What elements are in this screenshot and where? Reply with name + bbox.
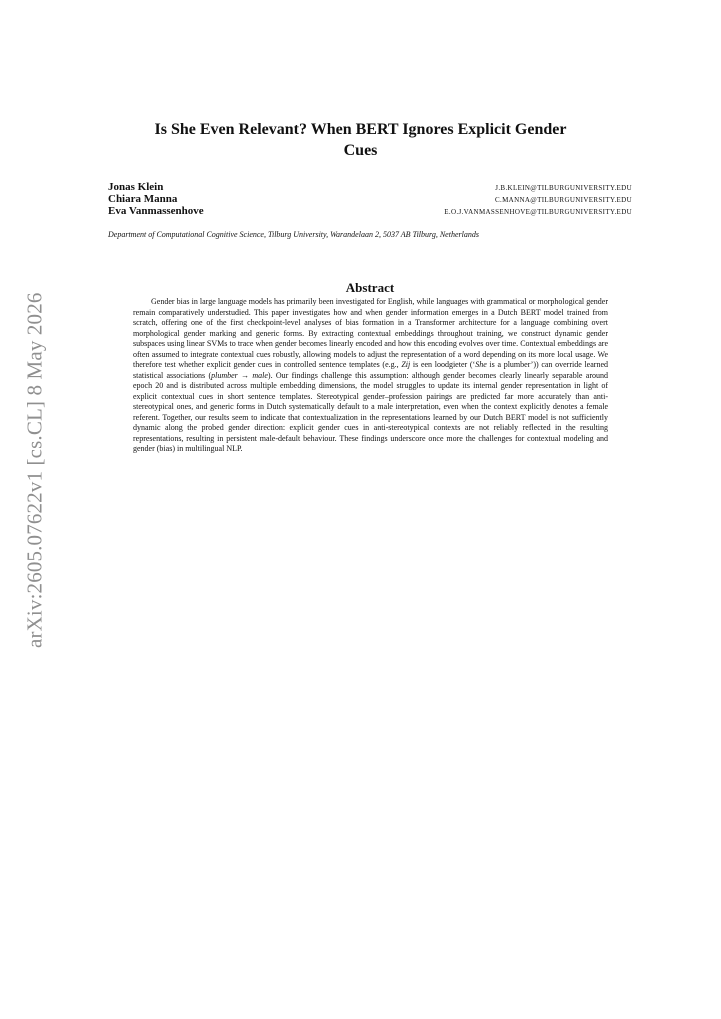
author-name: Jonas Klein [108, 181, 164, 193]
author-email: J.B.KLEIN@TILBURGUNIVERSITY.EDU [495, 184, 632, 192]
abstract-text: is een loodgieter (‘ [410, 360, 476, 369]
arxiv-identifier-sidebar: arXiv:2605.07622v1 [cs.CL] 8 May 2026 [22, 292, 47, 648]
abstract-body [133, 297, 608, 455]
author-name: Chiara Manna [108, 193, 178, 205]
author-row [108, 193, 632, 205]
abstract-dutch-example: Zij [401, 360, 411, 369]
paper-title-line-2: Cues [343, 142, 378, 159]
abstract-english-example: She [475, 360, 487, 369]
paper-title [104, 119, 617, 161]
abstract-text: ). Our findings challenge this assumption: although gender becomes clearly linearly separable around epoch 20 and is distributed across multiple embedding dimensions, the model struggles to update its internal gender representation in light of explicit contextual cues in short sentence templates. Stereotypical gender–profession pairings are predicted far more accurately than anti-stereotypical ones, and generic forms in Dutch systematically default to a male interpretation, even when the context explicitly denotes a female referent. Together, our results seem to indicate that contextualization in the representations learned by our Dutch BERT model is not sufficiently dynamic along the probed gender direction: explicit gender cues in anti-stereotypical contexts are not reliably reflected in the resulting representations, resulting in persistent male-default behaviour. These findings underscore once more the challenges for contextual modeling and gender (bias) in multilingual NLP. [133, 370, 608, 453]
author-row [108, 181, 632, 193]
author-email: C.MANNA@TILBURGUNIVERSITY.EDU [494, 196, 632, 204]
author-email: E.O.J.VANMASSENHOVE@TILBURGUNIVERSITY.EDU [444, 208, 632, 216]
author-row [108, 205, 632, 217]
author-affiliation: Department of Computational Cognitive Science, Tilburg University, Warandelaan 2, 5037 AB Tilburg, Netherlands [108, 230, 479, 239]
abstract-heading: Abstract [345, 280, 395, 295]
paper-title-line-1: Is She Even Relevant? When BERT Ignores Explicit Gender [154, 121, 567, 138]
abstract-text: is a plumber’)) can override learned statistical associations ( [133, 360, 608, 380]
author-name: Eva Vanmassenhove [108, 205, 204, 217]
abstract-association-example: plumber → male [211, 370, 268, 380]
abstract-text: Gender bias in large language models has primarily been investigated for English, while languages with grammatical or morphological gender remain comparatively understudied. This paper investigates how and when gender information emerges in a Dutch BERT model trained from scratch, offering one of the first checkpoint-level analyses of bias formation in a Transformer architecture for a language combining overt morphological gender marking and generic forms. By extracting contextual embeddings throughout training, we construct dynamic gender subspaces using linear SVMs to trace when gender becomes linearly encoded and how this encoding evolves over time. Contextual embeddings are often assumed to integrate contextual cues robustly, allowing models to adjust the representation of a word depending on its more local usage. We therefore test whether explicit gender cues in controlled sentence templates (e.g., [133, 297, 608, 369]
author-list [108, 181, 632, 217]
